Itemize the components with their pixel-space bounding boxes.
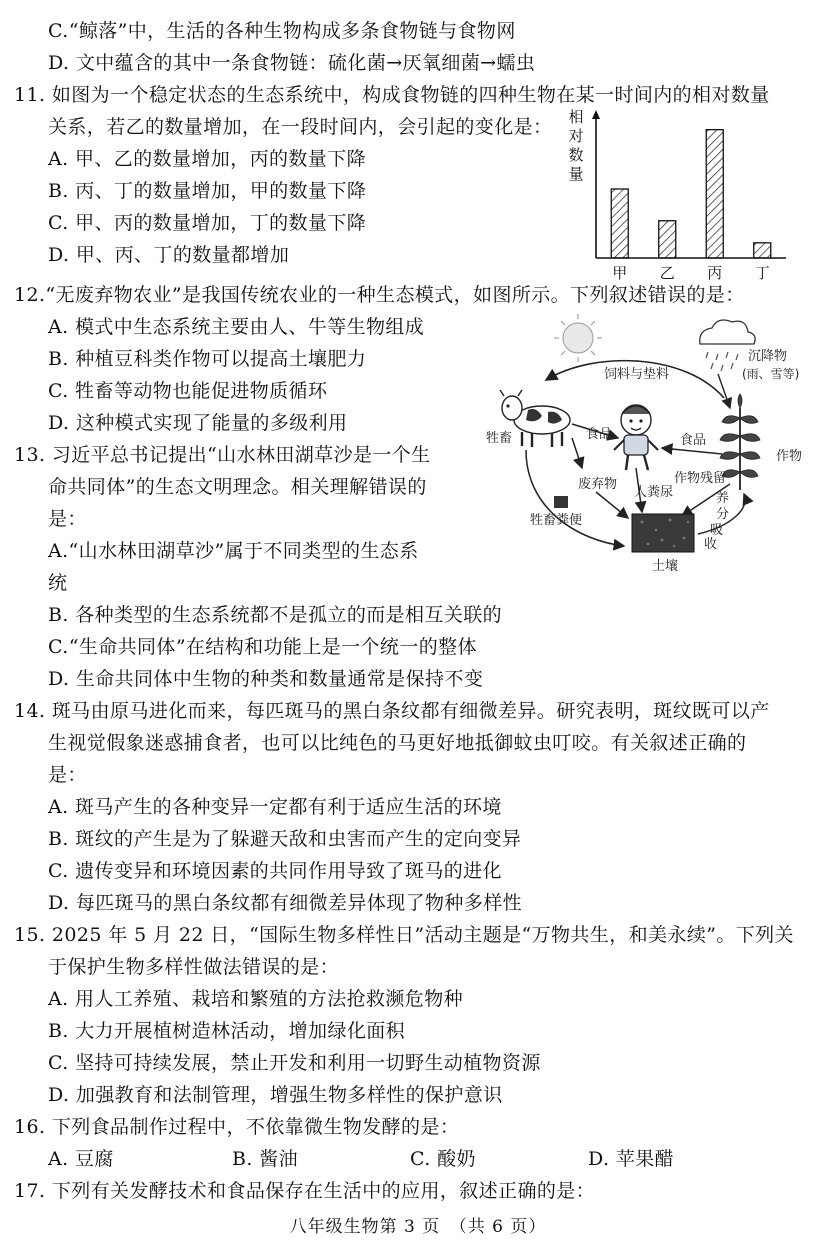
x-tick-label-2: 乙 xyxy=(659,264,675,280)
x-tick-label-1: 甲 xyxy=(612,264,628,280)
y-axis-arrow-icon xyxy=(592,110,600,119)
q12-option-c: C. 牲畜等动物也能促进物质循环 xyxy=(48,380,328,402)
q13-option-c: C.“生命共同体”在结构和功能上是一个统一的整体 xyxy=(48,636,477,658)
feed-label: 饲料与垫料 xyxy=(604,367,670,382)
bar-3 xyxy=(706,130,723,258)
q14-option-c: C. 遗传变异和环境因素的共同作用导致了斑马的进化 xyxy=(48,860,502,882)
q15-option-d: D. 加强教育和法制管理，增强生物多样性的保护意识 xyxy=(48,1084,503,1106)
bar-2 xyxy=(659,221,676,258)
q16-option-d: D. 苹果醋 xyxy=(588,1148,675,1170)
manure-icon xyxy=(554,496,568,508)
q15-option-b: B. 大力开展植树造林活动，增加绿化面积 xyxy=(48,1020,406,1042)
q13-option-b: B. 各种类型的生态系统都不是孤立的而是相互关联的 xyxy=(48,604,503,626)
q11-option-a: A. 甲、乙的数量增加，丙的数量下降 xyxy=(48,148,367,170)
q13-option-a-line1: A.“山水林田湖草沙”属于不同类型的生态系 xyxy=(48,540,419,562)
q15-option-a: A. 用人工养殖、栽培和繁殖的方法抢救濒危物种 xyxy=(48,988,464,1010)
rain-cloud-icon xyxy=(700,320,755,371)
human-waste-label: 人粪尿 xyxy=(634,485,674,500)
soil-label: 土壤 xyxy=(652,559,679,574)
waste-arrow-2 xyxy=(596,492,628,518)
q11-option-d: D. 甲、丙、丁的数量都增加 xyxy=(48,244,290,266)
q12-option-d: D. 这种模式实现了能量的多级利用 xyxy=(48,412,348,434)
q16-option-c: C. 酸奶 xyxy=(410,1148,476,1170)
q11-stem-line1: 11. 如图为一个稳定状态的生态系统中，构成食物链的四种生物在某一时间内的相对数量 xyxy=(14,84,770,106)
q14-option-a: A. 斑马产生的各种变异一定都有利于适应生活的环境 xyxy=(48,796,502,818)
q13-stem-line2: 命共同体”的生态文明理念。相关理解错误的 xyxy=(48,476,427,498)
food-arrow-right xyxy=(662,448,722,454)
q11-option-c: C. 甲、丙的数量增加，丁的数量下降 xyxy=(48,212,367,234)
rain-label: 沉降物 xyxy=(748,349,788,364)
y-axis-label xyxy=(568,108,583,183)
absorb-char-2: 分 xyxy=(716,507,730,522)
no-waste-agriculture-diagram xyxy=(486,308,826,578)
residue-label: 作物残留 xyxy=(674,471,727,486)
q16-option-a: A. 豆腐 xyxy=(48,1148,114,1170)
q11-stem-line2: 关系，若乙的数量增加，在一段时间内，会引起的变化是： xyxy=(48,116,553,138)
q14-stem-line1: 14. 斑马由原马进化而来，每匹斑马的黑白条纹都有细微差异。研究表明，斑纹既可以产 xyxy=(14,700,770,722)
q10-option-d: D. 文中蕴含的其中一条食物链：硫化菌→厌氧细菌→蠕虫 xyxy=(48,52,536,74)
q17-stem: 17. 下列有关发酵技术和食品保存在生活中的应用，叙述正确的是： xyxy=(14,1180,596,1202)
q15-stem-line2: 于保护生物多样性做法错误的是： xyxy=(48,956,340,978)
waste-label: 废弃物 xyxy=(578,477,618,492)
relative-quantity-bar-chart xyxy=(560,108,800,280)
y-label-char-2: 对 xyxy=(568,127,584,145)
food-label-right: 食品 xyxy=(680,433,707,448)
manure-label: 牲畜粪便 xyxy=(530,513,583,528)
q10-option-c: C.“鲸落”中，生活的各种生物构成多条食物链与食物网 xyxy=(48,20,516,42)
q15-option-c: C. 坚持可持续发展，禁止开发和利用一切野生动植物资源 xyxy=(48,1052,541,1074)
x-tick-label-3: 丙 xyxy=(707,264,723,280)
absorb-char-1: 养 xyxy=(716,491,730,506)
x-tick-label-4: 丁 xyxy=(754,264,770,280)
manure-to-soil-arrow xyxy=(526,450,624,546)
waste-arrow-1 xyxy=(572,438,582,468)
q13-stem-line1: 13. 习近平总书记提出“山水林田湖草沙是一个生 xyxy=(14,444,431,466)
y-label-char-3: 数 xyxy=(568,146,584,164)
food-label-left: 食品 xyxy=(586,427,613,442)
q16-option-b: B. 酱油 xyxy=(232,1148,299,1170)
q15-stem-line1: 15. 2025 年 5 月 22 日，“国际生物多样性日”活动主题是“万物共生，和美永续”。下列关 xyxy=(14,924,794,946)
absorb-char-4: 收 xyxy=(704,537,718,552)
bar-4 xyxy=(754,243,771,258)
q12-option-b: B. 种植豆科类作物可以提高土壤肥力 xyxy=(48,348,367,370)
q13-stem-line3: 是： xyxy=(48,508,87,530)
crop-label: 作物 xyxy=(776,449,803,464)
q12-option-a: A. 模式中生态系统主要由人、牛等生物组成 xyxy=(48,316,425,338)
q14-stem-line3: 是： xyxy=(48,764,87,786)
q13-option-d: D. 生命共同体中生物的种类和数量通常是保持不变 xyxy=(48,668,484,690)
child-icon xyxy=(614,405,658,470)
livestock-label: 牲畜 xyxy=(486,431,513,446)
y-label-char-4: 量 xyxy=(568,165,584,183)
bar-1 xyxy=(611,189,628,258)
q13-option-a-line2: 统 xyxy=(48,572,68,594)
rain-sublabel: (雨、雪等) xyxy=(742,367,800,381)
q16-stem: 16. 下列食品制作过程中，不依靠微生物发酵的是： xyxy=(14,1116,460,1138)
absorb-char-3: 吸 xyxy=(710,523,724,538)
q14-stem-line2: 生视觉假象迷惑捕食者，也可以比纯色的马更好地抵御蚊虫叮咬。有关叙述正确的 xyxy=(48,732,747,754)
soil-block xyxy=(632,514,694,552)
q14-option-b: B. 斑纹的产生是为了躲避天敌和虫害而产生的定向变异 xyxy=(48,828,522,850)
q12-stem: 12.“无废弃物农业”是我国传统农业的一种生态模式，如图所示。下列叙述错误的是： xyxy=(14,284,745,306)
rain-arrow xyxy=(718,374,730,408)
y-label-char-1: 相 xyxy=(568,108,584,126)
q14-option-d: D. 每匹斑马的黑白条纹都有细微差异体现了物种多样性 xyxy=(48,892,523,914)
q11-option-b: B. 丙、丁的数量增加，甲的数量下降 xyxy=(48,180,367,202)
sun-icon xyxy=(554,314,602,362)
page-footer: 八年级生物第 3 页 （共 6 页） xyxy=(289,1217,547,1237)
